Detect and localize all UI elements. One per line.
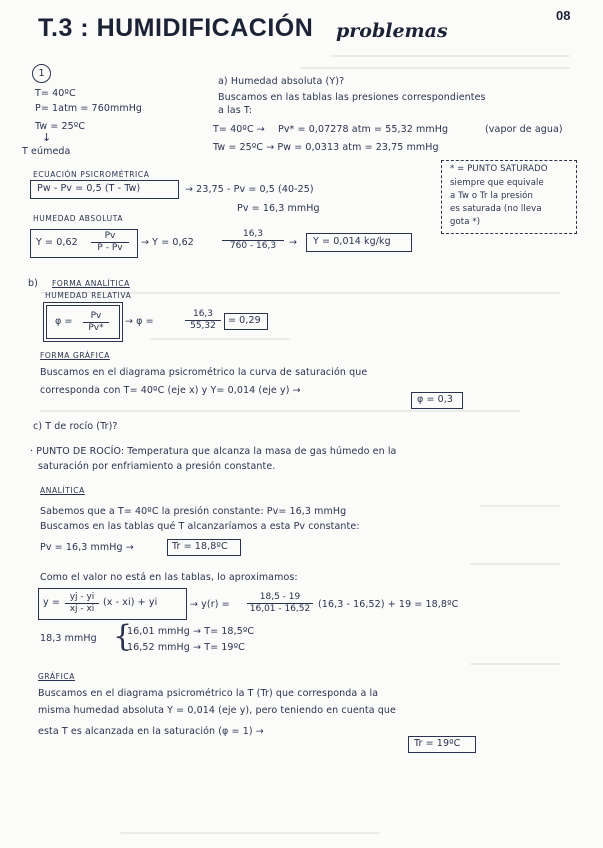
abs-humidity-result-box bbox=[306, 233, 412, 252]
bracket-row-2: 16,52 mmHg → T= 19ºC bbox=[127, 642, 245, 653]
page-title: T.3 : HUMIDIFICACIÓN bbox=[38, 14, 314, 42]
phi-sub-fraction bbox=[185, 309, 221, 332]
arrow-icon: → bbox=[289, 237, 298, 248]
phi-denominator: Pv* bbox=[88, 323, 104, 333]
brace-icon: { bbox=[113, 619, 133, 654]
phi-result: = 0,29 bbox=[228, 315, 261, 326]
interpolation-lhs: y = bbox=[43, 597, 60, 608]
part-a-intro-2: a las T: bbox=[218, 105, 253, 116]
page-subtitle: problemas bbox=[336, 20, 448, 42]
part-b-label: b) bbox=[28, 278, 38, 289]
note-line-5: gota *) bbox=[450, 217, 481, 227]
dew-point-definition-1: · PUNTO DE ROCÍO: Temperatura que alcanza la masa de gas húmedo en la bbox=[30, 446, 397, 457]
phi-sub-denominator: 55,32 bbox=[190, 321, 216, 331]
graphic-line-1: Buscamos en el diagrama psicrométrico la T (Tr) que corresponda a la bbox=[38, 688, 379, 699]
wet-bulb-pressure: Tw = 25ºC → Pw = 0,0313 atm = 23,75 mmHg bbox=[213, 142, 439, 153]
graphic-form-line-2: corresponda con T= 40ºC (eje x) y Y= 0,014 (eje y) → bbox=[40, 385, 301, 396]
down-arrow-icon: ↓ bbox=[42, 131, 52, 144]
note-line-4: es saturada (no lleva bbox=[450, 204, 542, 214]
analytic-line-3: Pv = 16,3 mmHg → bbox=[40, 542, 134, 553]
interpolation-fraction bbox=[65, 592, 99, 615]
phi-sub-lhs: → φ = bbox=[125, 316, 154, 327]
given-wet-bulb: Tw = 25ºC bbox=[35, 121, 86, 132]
part-b-heading: FORMA ANALÍTICA bbox=[52, 279, 130, 288]
psychro-title: ECUACIÓN PSICROMÉTRICA bbox=[33, 170, 150, 179]
abs-humidity-box bbox=[30, 229, 138, 258]
note-line-2: siempre que equivale bbox=[450, 178, 544, 188]
wet-bulb-label: T eúmeda bbox=[22, 146, 71, 157]
graphic-line-2: misma humedad absoluta Y = 0,014 (eje y), pero teniendo en cuenta que bbox=[38, 705, 396, 716]
psychro-equation: Pw - Pv = 0,5 (T - Tw) bbox=[37, 183, 141, 194]
bracket-row-1: 16,01 mmHg → T= 18,5ºC bbox=[127, 626, 255, 637]
abs-humidity-sub-numerator: 16,3 bbox=[222, 229, 284, 241]
saturation-pressure-value: Pv* = 0,07278 atm = 55,32 mmHg bbox=[278, 124, 449, 135]
note-line-3: a Tw o Tr la presión bbox=[450, 191, 533, 201]
dew-point-analytic-box bbox=[167, 539, 241, 556]
interpolation-sub-fraction bbox=[247, 592, 313, 615]
note-line-1: * = PUNTO SATURADO bbox=[450, 164, 548, 174]
abs-humidity-denominator: P - Pv bbox=[97, 243, 123, 253]
phi-numerator: Pv bbox=[83, 311, 109, 323]
graphic-form-line-1: Buscamos en el diagrama psicrométrico la curva de saturación que bbox=[40, 367, 368, 378]
graphic-heading: GRÁFICA bbox=[38, 672, 75, 681]
dew-point-definition-2: saturación por enfriamiento a presión constante. bbox=[38, 461, 276, 472]
problem-number: 1 bbox=[38, 68, 45, 79]
page-number: 08 bbox=[556, 8, 571, 23]
part-c-heading: c) T de rocío (Tr)? bbox=[33, 421, 118, 432]
phi-lhs: φ = bbox=[55, 316, 73, 327]
saturation-pressure-left: T= 40ºC → bbox=[213, 124, 265, 135]
phi-sub-numerator: 16,3 bbox=[185, 309, 221, 321]
dew-point-graphic-box bbox=[408, 736, 476, 753]
graphic-result-box bbox=[411, 392, 463, 409]
dew-point-analytic: Tr = 18,8ºC bbox=[172, 541, 228, 552]
interpolation-numerator: yj - yi bbox=[65, 592, 99, 604]
abs-humidity-lhs: Y = 0,62 bbox=[36, 237, 78, 248]
bracket-left-value: 18,3 mmHg bbox=[40, 633, 97, 644]
phi-result-box bbox=[224, 313, 268, 330]
interpolation-sub-numerator: 18,5 - 19 bbox=[247, 592, 313, 604]
abs-humidity-sub-denominator: 760 - 16,3 bbox=[229, 241, 277, 251]
interpolation-denominator: xj - xi bbox=[69, 604, 95, 614]
psychro-substitution: → 23,75 - Pv = 0,5 (40-25) bbox=[185, 184, 314, 195]
phi-fraction bbox=[83, 311, 109, 334]
psychro-equation-box bbox=[30, 180, 179, 199]
analytic-heading: ANALÍTICA bbox=[40, 486, 85, 495]
psychro-result: Pv = 16,3 mmHg bbox=[237, 203, 320, 214]
part-a-intro-1: Buscamos en las tablas las presiones correspondientes bbox=[218, 92, 486, 103]
abs-humidity-sub-lhs: → Y = 0,62 bbox=[141, 237, 194, 248]
abs-humidity-title: HUMEDAD ABSOLUTA bbox=[33, 214, 124, 223]
graphic-result: φ = 0,3 bbox=[417, 394, 454, 405]
abs-humidity-sub-fraction bbox=[222, 229, 284, 252]
interpolation-formula-box bbox=[38, 588, 187, 620]
analytic-line-1: Sabemos que a T= 40ºC la presión constante: Pv= 16,3 mmHg bbox=[40, 506, 347, 517]
approximation-line: Como el valor no está en las tablas, lo aproximamos: bbox=[40, 572, 298, 583]
relative-humidity-title: HUMEDAD RELATIVA bbox=[45, 291, 132, 300]
analytic-line-2: Buscamos en las tablas qué T alcanzaríamos a esta Pv constante: bbox=[40, 521, 360, 532]
given-temperature: T= 40ºC bbox=[35, 88, 76, 99]
relative-humidity-inner-box bbox=[46, 305, 120, 339]
graphic-line-3: esta T es alcanzada en la saturación (φ = 1) → bbox=[38, 726, 264, 737]
abs-humidity-numerator: Pv bbox=[91, 231, 129, 243]
interpolation-sub-denominator: 16,01 - 16,52 bbox=[249, 604, 311, 614]
abs-humidity-result: Y = 0,014 kg/kg bbox=[313, 236, 391, 247]
vapor-note: (vapor de agua) bbox=[485, 124, 563, 135]
given-pressure: P= 1atm = 760mmHg bbox=[35, 103, 143, 114]
abs-humidity-fraction bbox=[91, 231, 129, 254]
interpolation-result: (16,3 - 16,52) + 19 = 18,8ºC bbox=[318, 599, 459, 610]
interpolation-tail: (x - xi) + yi bbox=[103, 597, 158, 608]
problem-number-circle bbox=[32, 64, 51, 83]
saturated-point-note bbox=[441, 160, 577, 234]
interpolation-arrow: → y(r) = bbox=[190, 599, 230, 610]
relative-humidity-box bbox=[43, 302, 123, 342]
graphic-form-heading: FORMA GRÁFICA bbox=[40, 351, 110, 360]
part-a-heading: a) Humedad absoluta (Y)? bbox=[218, 76, 345, 87]
dew-point-graphic: Tr = 19ºC bbox=[414, 738, 461, 749]
